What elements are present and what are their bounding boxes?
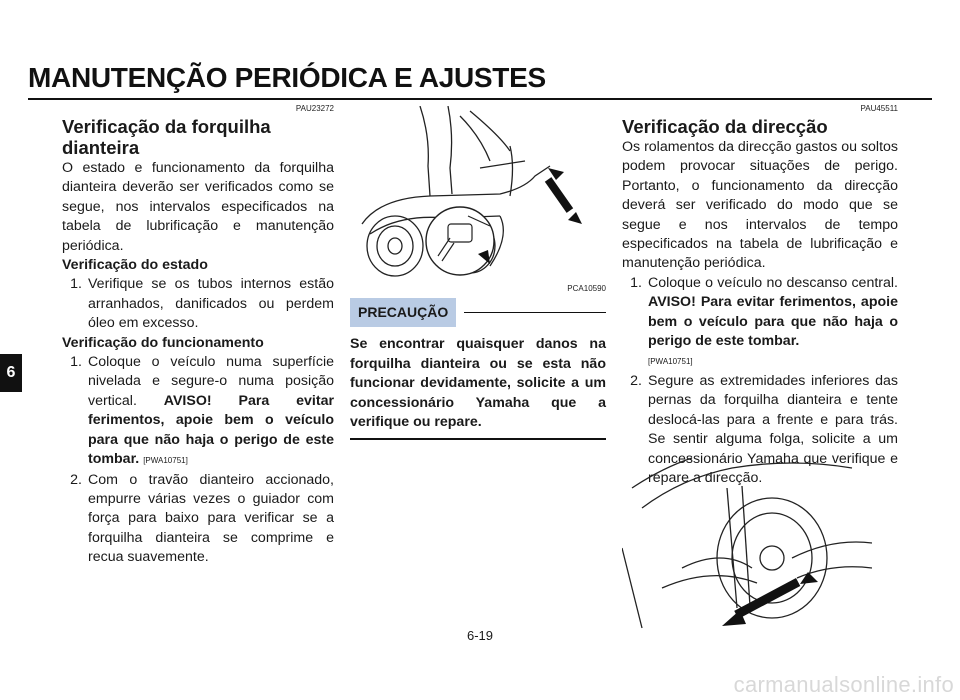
section-code: PAU23272 [295,104,334,113]
step-number: 1. [630,274,642,291]
caution-bottom-rule [350,438,606,440]
subheading-condition: Verificação do estado [62,257,208,274]
step-text: Verifique se os tubos internos estão arranhados, danificados ou perdem óleo em excesso. [88,276,334,332]
intro-paragraph: O estado e funcionamento da forquilha dianteira deverão ser verificados como se segue, nos intervalos especificados na tabela de lubrificação e manutenção periódica. [62,160,334,254]
caution-text: Se encontrar quaisquer danos na forquilha dianteira ou se esta não funcionar devidamente, solicite a um concessionário Yamaha que a verifique ou repare. [350,336,606,431]
subheading-operation: Verificação do funcionamento [62,334,264,351]
watermark: carmanualsonline.info [733,672,954,697]
chapter-tab: 6 [0,354,22,392]
warning-text: AVISO! Para evitar ferimentos, apoie bem o veículo para que não haja o perigo de este tombar. [648,294,898,350]
page-header-title: MANUTENÇÃO PERIÓDICA E AJUSTES [28,62,546,93]
warning-ref: [PWA10751] [648,357,693,367]
step-number: 1. [70,354,82,371]
step-text: Com o travão dianteiro accionado, empurre várias vezes o guiador com força para baixo para verificar se a forquilha dianteira se comprime e recua suavemente. [88,471,334,566]
step-plain: Coloque o veículo no descanso central. [648,274,898,291]
caution-header [350,298,606,327]
header-rule [28,98,932,100]
list-item [62,275,334,333]
list-item [622,274,898,372]
caution-code: PCA10590 [567,284,606,293]
step-text: Segure as extremidades inferiores das pernas da forquilha dianteira e tente deslocá-las para a frente e para trás. Se sentir alguma folga, solicite a um concessionário Yamaha que verifique e repare a direcção. [648,372,898,486]
step-text [648,274,898,372]
warning-text: AVISO! Para evitar ferimentos, apoie bem o veículo para que não haja o perigo de este tombar. [88,392,334,468]
warning-ref: [PWA10751] [143,456,188,466]
page-number: 6-19 [466,628,494,643]
steering-check-illustration [622,448,872,630]
intro-paragraph: Os rolamentos da direcção gastos ou soltos podem provocar situações de perigo. Portanto, o funcionamento da direcção deverá ser verificado do modo que se segue e nos intervalos de tempo especificados na tabela de lubrificação e manutenção periódica. [622,139,899,272]
step-plain: Coloque o veículo numa superfície nivelada e segure-o numa posição vertical. [88,354,334,409]
step-number: 2. [630,372,642,389]
middle-column [350,284,606,440]
step-number: 2. [70,471,82,488]
caution-label: PRECAUÇÃO [350,298,456,327]
left-column [62,104,334,568]
fork-check-illustration [350,106,600,286]
step-number: 1. [70,276,82,293]
caution-rule [464,312,606,314]
section-code: PAU45511 [860,104,898,113]
list-item [62,353,334,470]
step-text [88,353,334,470]
section-heading: Verificação da direcção [622,116,828,137]
right-column [622,104,898,488]
section-heading: Verificação da forquilha dianteira [62,116,271,158]
list-item [62,471,334,568]
